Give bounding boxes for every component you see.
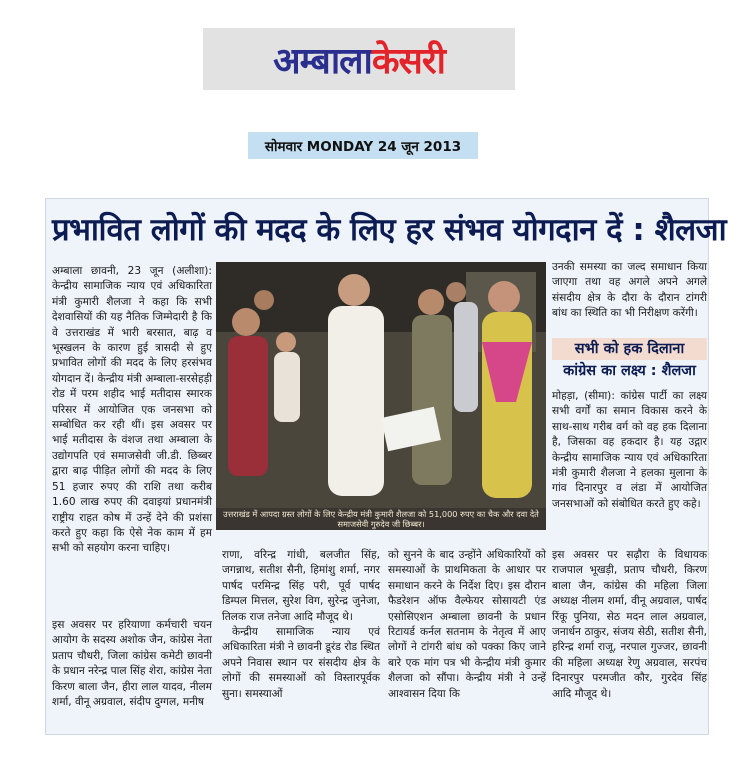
sub-headline [552, 338, 707, 384]
article-paragraph: केन्द्रीय सामाजिक न्याय एवं अधिकारिता मंत्री ने छावनी डूरंड रोड स्थित अपने निवास स्थान पर संसदीय क्षेत्र के लोगों की समस्याओं को विस्तारपूर्वक सुना। समस्याओं [222, 626, 380, 700]
article-column-3 [388, 548, 546, 702]
sub-headline-line1: सभी को हक दिलाना [552, 338, 707, 360]
article-paragraph: इस अवसर पर सढ़ौरा के विधायक राजपाल भूखड़ी, प्रताप चौधरी, किरण बाला जैन, कांग्रेस की महिला जिला अध्यक्ष नीलम शर्मा, वीनू अग्रवाल, पार्षद रिंकू पुनिया, सेठ मदन लाल अग्रवाल, जनार्धन ठाकुर, संजय सेठी, सतीश सैनी, हरिन्द्र शर्मा राजू, नरपाल गुज्जर, छावनी की महिला अध्यक्ष रेणु अग्रवाल, सरपंच दिनारपुर परमजीत कौर, गुरदेव सिंह आदि मौजूद थे। [552, 549, 707, 700]
sub-headline-line2: कांग्रेस का लक्ष्य : शैलजा [563, 363, 696, 379]
dateline: सोमवार MONDAY 24 जून 2013 [248, 132, 478, 159]
article-column-4 [552, 260, 707, 322]
article-paragraph: को सुनने के बाद उन्होंने अधिकारियों को समस्याओं के प्राथमिकता के आधार पर समाधान करने के निर्देश दिए। इस दौरान फैडरेशन ऑफ वैल्फेयर सोसायटी एंड एसोसिएशन अम्बाला छावनी के प्रधान रिटायर्ड कर्नल सतनाम के नेतृत्व में आए लोगों ने टांगरी बांध को पक्का किए जाने बारे एक मांग पत्र भी केन्द्रीय मंत्री कुमार शैलजा को सौंपा। केन्द्रीय मंत्री ने उन्हें आश्वासन दिया कि [388, 549, 546, 700]
photo-caption: उत्तराखंड में आपदा ग्रस्त लोगों के लिए केन्द्रीय मंत्री कुमारी शैलजा को 51,000 रुपए का चैक और दवा देते समाजसेवी गुरुदेव जी छिब्बर। [216, 508, 546, 530]
article-paragraph: इस अवसर पर हरियाणा कर्मचारी चयन आयोग के सदस्य अशोक जैन, कांग्रेस नेता प्रताप चौधरी, जिला कांग्रेस कमेटी छावनी के प्रधान नरेन्द्र पाल सिंह शेरा, कांग्रेस नेता किरण बाला जैन, हीरा लाल यादव, नीलम शर्मा, वीनू अग्रवाल, संदीप दुग्गल, मनीष [52, 619, 212, 709]
article-paragraph: उनकी समस्या का जल्द समाधान किया जाएगा तथा वह अगले अपने अगले संसदीय क्षेत्र के दौरा के दौरान टांगरी बांध का स्थिति का भी निरीक्षण करेंगी। [552, 261, 707, 320]
headline: प्रभावित लोगों की मदद के लिए हर संभव योगदान दें : शैलजा [52, 212, 727, 248]
article-column-1-continued [52, 618, 212, 710]
masthead-logo [203, 28, 515, 90]
article-column-2 [222, 548, 380, 702]
masthead-part1: अम्बाला [273, 40, 372, 82]
photo-illustration [216, 262, 546, 508]
article-column-1 [52, 264, 212, 557]
article-column-4-continued [552, 548, 707, 702]
article-paragraph: अम्बाला छावनी, 23 जून (अलीशा): केन्द्रीय सामाजिक न्याय एवं अधिकारिता मंत्री कुमारी शैलजा ने कहा कि सभी देशवासियों की यह नैतिक जिम्मेदारी है कि वे उत्तराखंड में भारी बरसात, बाढ़ व भूस्खलन के कारण हुई त्रासदी से हुए प्रभावित लोगों की मदद के लिए हरसंभव योगदान दें। केन्द्रीय मंत्री अम्बाला-सरसेहड़ी रोड में परम शहीद भाई मतीदास स्मारक परिसर में आयोजित एक जनसभा को सम्बोधित कर रही थीं। इस अवसर पर भाई मतीदास के वंशज तथा अम्बाला के उद्योगपति एवं समाजसेवी जी.डी. छिब्बर द्वारा बाढ़ पीड़ित लोगों की मदद के लिए 51 हजार रुपए की राशि तथा करीब 1.60 लाख रुपए की दवाइयां प्रधानमंत्री राष्ट्रीय राहत कोष में उन्हें देने की प्रशंसा करते हुए कहा कि ऐसे नेक काम में हम सभी को सहयोग करना चाहिए। [52, 265, 212, 555]
article-column-4-second-story [552, 389, 707, 512]
article-paragraph: मोहड़ा, (सीमा): कांग्रेस पार्टी का लक्ष्य सभी वर्गों का समान विकास करने के साथ-साथ गरीब वर्ग को वह हक दिलाना है, जिसका वह हकदार है। यह उद्गार केन्द्रीय सामाजिक न्याय एवं अधिकारिता मंत्री कुमारी शैलजा ने हलका मुलाना के गांव दिनारपुर व लंडा में आयोजित जनसभाओं को संबोधित करते हुए कहे। [552, 390, 707, 510]
masthead-part2: केसरी [371, 40, 445, 82]
article-paragraph: राणा, वरिन्द्र गांधी, बलजीत सिंह, जगन्नाथ, सतीश सैनी, हिमांशु शर्मा, नगर पार्षद परमिन्द्र सिंह परी, पूर्व पार्षद डिम्पल मित्तल, सुरेश विग, सुरेन्द्र जुनेजा, तिलक राज तनेजा आदि मौजूद थे। [222, 549, 380, 623]
news-photo [216, 262, 546, 528]
